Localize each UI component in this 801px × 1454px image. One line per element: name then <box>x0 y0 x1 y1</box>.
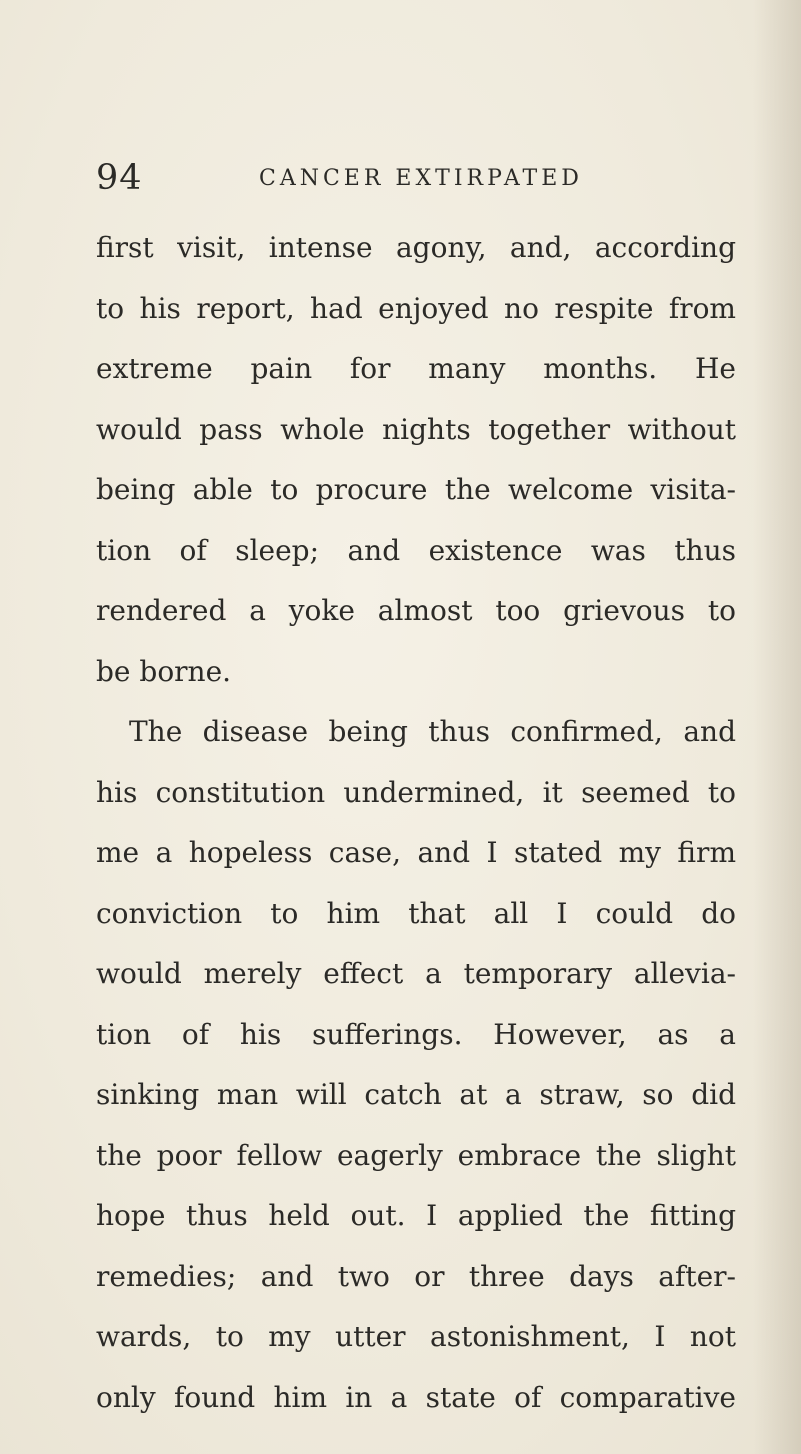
text-line: The disease being thus confirmed, and <box>129 715 736 748</box>
text-line: wards, to my utter astonishment, I not <box>96 1320 736 1353</box>
text-line: first visit, intense agony, and, according <box>96 231 736 264</box>
text-line: extreme pain for many months. He <box>96 352 736 385</box>
page-number: 94 <box>96 158 143 198</box>
text-line: tion of sleep; and existence was thus <box>96 533 736 567</box>
text-line: hope thus held out. I applied the fitting <box>96 1199 736 1232</box>
text-line: being able to procure the welcome visita- <box>96 473 736 506</box>
text-line: sinking man will catch at a straw, so did <box>96 1078 736 1111</box>
text-line: conviction to him that all I could do <box>96 896 736 930</box>
text-line: would merely effect a temporary allevia- <box>96 957 736 990</box>
text-line: rendered a yoke almost too grievous to <box>96 594 736 627</box>
text-line: remedies; and two or three days after- <box>96 1259 736 1293</box>
text-line: his constitution undermined, it seemed to <box>96 775 736 809</box>
running-title: CANCER EXTIRPATED <box>259 166 583 191</box>
text-line: would pass whole nights together without <box>96 412 736 446</box>
text-line: tion of his sufferings. However, as a <box>96 1017 736 1051</box>
text-line: me a hopeless case, and I stated my firm <box>96 836 736 869</box>
text-line: to his report, had enjoyed no respite from <box>96 291 736 325</box>
text-line: be borne. <box>96 654 232 688</box>
body-text <box>96 218 736 1428</box>
text-line: only found him in a state of comparative <box>96 1380 736 1414</box>
text-line: the poor fellow eagerly embrace the slight <box>96 1138 736 1172</box>
running-head <box>96 156 736 200</box>
